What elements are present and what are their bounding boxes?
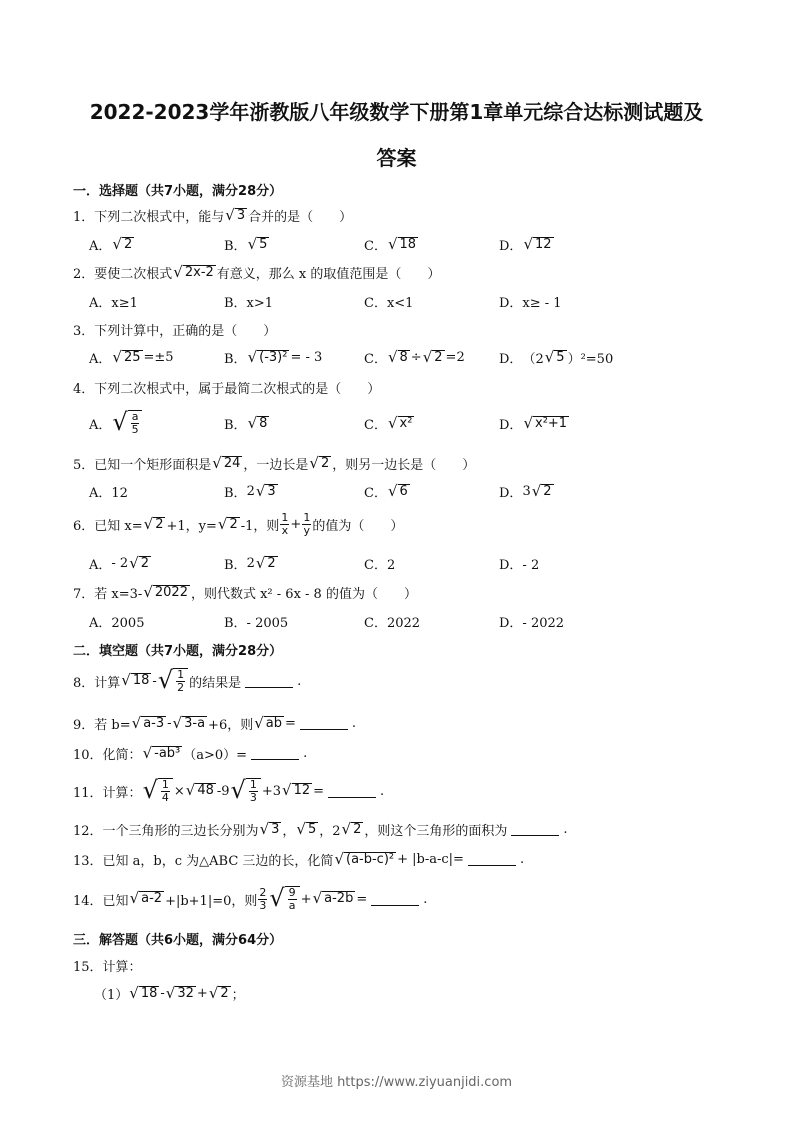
- footer-watermark: 资源基地 https://www.ziyuanjidi.com: [280, 1075, 513, 1090]
- question-4: 4． 下列二次根式中，属于最简二次根式的是（ ）: [73, 382, 381, 397]
- section-heading-fill: 二．填空题（共7小题，满分28分）: [73, 644, 283, 659]
- question-7-options: [89, 612, 709, 634]
- option-d: D．- 2022: [499, 616, 565, 631]
- option-d: D． √ x²+1: [499, 413, 568, 433]
- option-c: C．2022: [364, 616, 421, 631]
- option-b: B． √ (-3)² = - 3: [224, 347, 323, 367]
- answer-blank: [371, 893, 419, 906]
- question-14: 14． 已知 √ a-2 +|b+1|=0，则 $\frac{2}{3}$ √ $\frac{9}{a}$ + √ a-2b = .: [73, 884, 428, 913]
- option-a: A． √ 2: [89, 234, 133, 254]
- question-text: 合并的是（ ）: [248, 210, 353, 225]
- question-2: 2． 要使二次根式 √ 2x-2 有意义，那么 x 的取值范围是（ ）: [73, 262, 441, 282]
- option-c: C．2: [364, 558, 396, 573]
- option-c: C．x<1: [364, 296, 414, 311]
- option-d: D． （2 √ 5 ）²=50: [499, 347, 614, 367]
- option-a: A． - 2 √ 2: [89, 553, 150, 573]
- option-b: B．- 2005: [224, 616, 289, 631]
- option-a: A． √ 25 =±5: [89, 347, 174, 367]
- option-a: A．x≥1: [89, 296, 138, 311]
- option-b: B． √ 5: [224, 234, 268, 254]
- option-d: D．- 2: [499, 558, 540, 573]
- option-b: B． √ 8: [224, 413, 268, 433]
- question-text: 下列二次根式中，能与: [94, 210, 225, 225]
- question-1-options: [89, 235, 709, 257]
- radical: √ 2x-2: [173, 262, 214, 281]
- option-b: B．x>1: [224, 296, 274, 311]
- document-title-line1: 2022-2023学年浙教版八年级数学下册第1章单元综合达标测试题及: [89, 100, 704, 124]
- question-4-options: [89, 410, 709, 446]
- question-1: [73, 206, 352, 225]
- question-6: 6． 已知 x= √ 2 +1，y= √ 2 -1，则 $\frac{1}{x}$ + $\frac{1}{y}$ 的值为（ ）: [73, 511, 404, 538]
- document-title-line2: 答案: [376, 146, 417, 170]
- question-7: 7． 若 x=3- √ 2022 ，则代数式 x² - 6x - 8 的值为（ ）: [73, 582, 417, 602]
- option-c: C． √ 18: [364, 234, 417, 254]
- question-5-options: [89, 482, 709, 504]
- option-d: D． 3 √ 2: [499, 481, 552, 501]
- question-number: 1．: [73, 210, 95, 225]
- option-a: A． √ $\frac{a}{5}$: [89, 410, 143, 436]
- option-c: C． √ x²: [364, 413, 413, 433]
- answer-blank: [511, 823, 559, 836]
- question-15-part-1: （1） √ 18 - √ 32 + √ 2 ；: [94, 983, 245, 1003]
- question-15: 15． 计算：: [73, 960, 142, 975]
- answer-blank: [468, 853, 516, 866]
- question-6-options: [89, 554, 709, 576]
- section-heading-solve: 三．解答题（共6小题，满分64分）: [73, 933, 283, 948]
- option-c: C． √ 6: [364, 481, 408, 501]
- option-a: A．12: [89, 486, 128, 501]
- question-3: 3． 下列计算中，正确的是（ ）: [73, 324, 277, 339]
- question-12: 12． 一个三角形的三边长分别为 √ 3 ， √ 5 ，2 √ 2 ，则这个三角形的面积为 .: [73, 819, 568, 839]
- question-10: 10． 化简： √ -ab³ （a>0）= .: [73, 743, 308, 763]
- answer-blank: [245, 675, 293, 688]
- option-a: A．2005: [89, 616, 145, 631]
- option-d: D． √ 12: [499, 234, 552, 254]
- answer-blank: [300, 717, 348, 730]
- answer-blank: [328, 785, 376, 798]
- radical: √ 3: [225, 205, 246, 224]
- question-5: 5． 已知一个矩形面积是 √ 24 ，一边长是 √ 2 ，则另一边长是（ ）: [73, 453, 476, 473]
- section-heading-choice: 一．选择题（共7小题，满分28分）: [73, 184, 283, 199]
- question-13: 13． 已知 a，b，c 为△ABC 三边的长，化简 √ (a-b-c)² + |b-a-c|= .: [73, 849, 525, 869]
- question-8: 8． 计算 √ 18 - √ $\frac{1}{2}$ 的结果是 .: [73, 666, 302, 695]
- option-b: B． 2 √ 3: [224, 481, 276, 501]
- option-d: D．x≥ - 1: [499, 296, 562, 311]
- question-11: 11． 计算： √ $\frac{1}{4}$ × √ 48 -9 √ $\frac{1}{3}$ +3 √ 12 = .: [73, 776, 385, 805]
- option-c: C． √ 8 ÷ √ 2 =2: [364, 347, 465, 367]
- question-9: 9． 若 b= √ a-3 - √ 3-a +6，则 √ ab = .: [73, 713, 357, 733]
- question-2-options: [89, 292, 709, 314]
- question-3-options: [89, 348, 709, 370]
- option-b: B． 2 √ 2: [224, 553, 276, 573]
- answer-blank: [251, 747, 299, 760]
